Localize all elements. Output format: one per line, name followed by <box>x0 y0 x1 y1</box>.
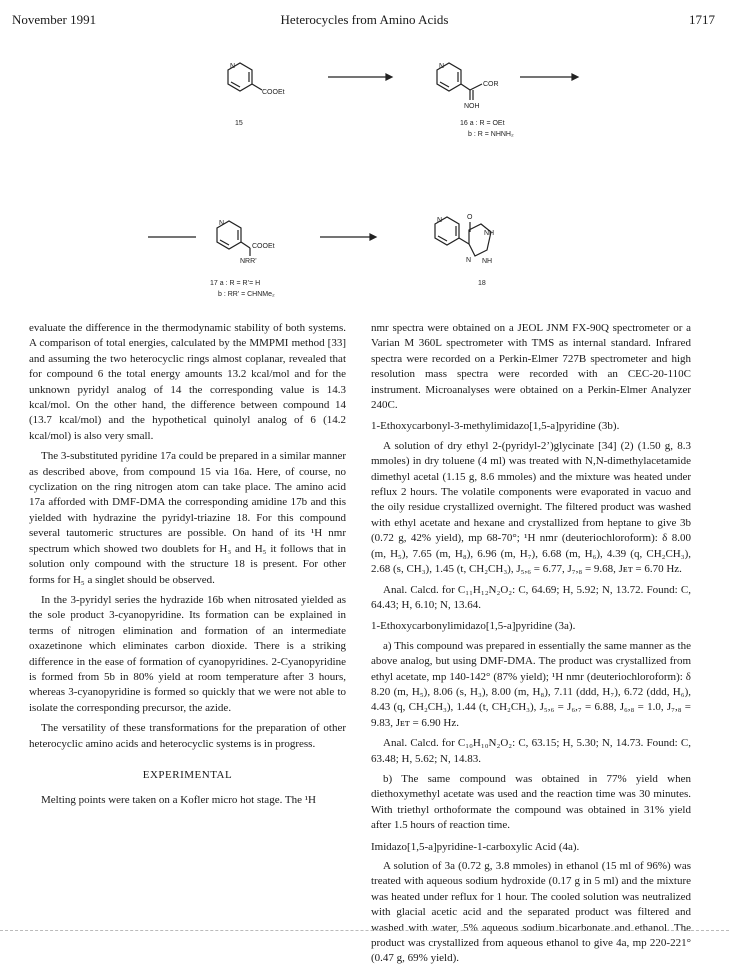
ring-n-18: N <box>437 217 443 224</box>
nh-label-18a: NH <box>484 230 495 237</box>
paragraph: A solution of 3a (0.72 g, 3.8 mmoles) in ethanol (15 ml of 96%) was treated with aqueous sodium hydroxide (0.17 g in 5 ml) and the mixture was heated under reflux for 1 hour. The cooled solution was neutralized with glacial acetic acid and the separated product was filtered and washed with water, 5% aqueous sodium bicarbonate and ethanol. The product was crystallized from aqueous ethanol to give 4a, mp 220-221° (0.47 g, 69% yield). <box>371 860 691 965</box>
paragraph: In the 3-pyridyl series the hydrazide 16b when nitrosated yielded as the sole product 3-cyanopyridine. Its formation can be explained in terms of nitrogen elimination and formation of an intermediate oxazetinone which eliminates carbon dioxide. There is a striking difference in the ease of formation of cyanopyridines. 2-Cyanopyridine is formed from 5b in 80% yield at room temperature after 3 hours, whereas 3-cyanopyridine is formed so quickly that we were not able to isolate the corresponding precursor, the azide. <box>29 593 346 714</box>
left-text-column <box>29 321 346 814</box>
caption-17a: 17 a : R = R’= H <box>210 280 261 287</box>
reaction-scheme <box>0 0 729 320</box>
paragraph: Melting points were taken on a Kofler micro hot stage. The ¹H <box>41 794 316 807</box>
group-label-16: COR <box>483 81 499 88</box>
page-number: 1717 <box>689 12 715 27</box>
caption-16b: b : R = NHNH₂ <box>468 131 514 138</box>
ring-n-16: N <box>439 63 445 70</box>
paragraph: The 3-substituted pyridine 17a could be prepared in a similar manner as described above, from compound 15 via 16a. Here, of course, no cyclization on the ring nitrogen atom can take place. The amino acid 17a afforded with DMF-DMA the corresponding amidine 17b and this yielded with hydrazine the pyridyl-triazine 18. For this compound several tautomeric structures are possible. On hand of its ¹H nmr spectrum which showed two doublets for H₃ and H₅ it follows that in solution only compound with the structure 18 is present. For other forms for H₅ a singlet should be observed. <box>29 450 346 586</box>
paragraph: The versatility of these transformations for the preparation of other heterocyclic amino acids and heterocyclic systems is in progress. <box>29 722 346 750</box>
nrr-label-17: NRR’ <box>240 258 257 265</box>
section-heading-experimental: EXPERIMENTAL <box>142 768 233 781</box>
caption-16a: 16 a : R = OEt <box>460 120 505 127</box>
ring-n-15: N <box>230 63 236 70</box>
compound-heading-3a: 1-Ethoxycarbonylimidazo[1,5-a]pyridine (3a). <box>371 620 576 633</box>
paragraph: a) This compound was prepared in essentially the same manner as the above analog, but using DMF-DMA. The product was crystallized from ethyl acetate, mp 140-142° (87% yield); ¹H nmr (deuteriochloroform): δ 8.20 (m, H₅), 8.06 (s, H₃), 8.00 (m, H₈), 7.11 (ddd, H₇), 6.72 (ddd, H₆), 4.43 (q, CH₂CH₃), 1.44 (t, CH₂CH₃), J₅,₆ = J₆,₇ = 6.88, J₆,₈ = 1.0, J₇,₈ = 9.83, Jᴇᴛ = 6.90 Hz. <box>371 639 691 729</box>
paragraph: Anal. Calcd. for C₁₁H₁₂N₂O₂: C, 64.69; H, 5.92; N, 13.72. Found: C, 64.43; H, 6.10; N, 13.64. <box>371 583 691 611</box>
paragraph: A solution of dry ethyl 2-(pyridyl-2’)glycinate [34] (2) (1.50 g, 8.3 mmoles) in dry toluene (4 ml) was treated with N,N-dimethylacetamide dimethyl acetal (1.15 g, 8.6 mmoles) and the mixture was heated under reflux 2 hours. The volatile components were evaporated in vacuo and the oily residue crystallized overnight. The filtered product was washed with ethyl acetate and hexane and crystallized from heptane to give 3b (0.72 g, 42% yield), mp 68-70°; ¹H nmr (deuteriochloroform): δ 8.00 (m, H₅), 7.65 (m, H₈), 6.96 (m, H₇), 6.68 (m, H₆), 4.39 (q, CH₂CH₃), 2.68 (s, CH₃), 1.45 (t, CH₂CH₃), J₅,₆ = 6.77, J₇,₈ = 9.68, Jᴇᴛ = 6.70 Hz. <box>371 439 691 576</box>
group-label-15: COOEt <box>262 89 285 96</box>
right-text-column <box>371 321 691 972</box>
running-header-title: Heterocycles from Amino Acids <box>280 12 449 27</box>
ring-n-17: N <box>219 220 225 227</box>
compound-heading-4a: Imidazo[1,5-a]pyridine-1-carboxylic Acid (4a). <box>371 840 580 853</box>
running-header-date: November 1991 <box>12 12 97 27</box>
paragraph: Anal. Calcd. for C₁₀H₁₀N₂O₂: C, 63.15; H, 5.30; N, 14.73. Found: C, 63.48; H, 5.62; N, 14.83. <box>371 737 691 765</box>
nh-label-18b: NH <box>482 258 493 265</box>
n-label-18: N <box>466 257 472 264</box>
paragraph: b) The same compound was obtained in 77% yield when diethoxymethyl acetate was used and the reaction time was 30 minutes. With triethyl orthoformate the compound was obtained in 31% yield after 1.5 hours of reaction time. <box>371 772 691 832</box>
paragraph: nmr spectra were obtained on a JEOL JNM FX-90Q spectrometer or a Varian M 360L spectrometer with TMS as internal standard. Infrared spectra were recorded on a Perkin-Elmer 727B spectrometer and high resolution mass spectra were recorded with an CEC-20-110C instrument. Microanalyses were obtained on a Perkin-Elmer Analyzer 240C. <box>371 322 691 412</box>
compound-heading-3b: 1-Ethoxycarbonyl-3-methylimidazo[1,5-a]pyridine (3b). <box>371 420 620 433</box>
caption-15: 15 <box>235 120 243 127</box>
o-label-18: O <box>467 214 473 221</box>
caption-18: 18 <box>478 280 486 287</box>
caption-17b: b : RR’ = CHNMe₂ <box>218 291 275 298</box>
paragraph: evaluate the difference in the thermodynamic stability of both systems. A comparison of total energies, calculated by the MMPMI method [33] and assuming the two heterocyclic rings almost coplanar, revealed that for compound 6 the total energy amounts 13.2 kcal/mol and for the unknown pyridyl analog of 14 the corresponding value is 14.3 kcal/mol. On the other hand, the difference between compound 14 (13.7 kcal/mol) and the hypothetical quinolyl analog of 6 (14.2 kcal/mol) is also very small. <box>29 322 346 442</box>
page-bottom-rule <box>0 930 729 931</box>
noh-label-16: NOH <box>464 103 480 110</box>
group-label-17: COOEt <box>252 243 275 250</box>
pyridyl-triazine-18 <box>435 217 491 256</box>
